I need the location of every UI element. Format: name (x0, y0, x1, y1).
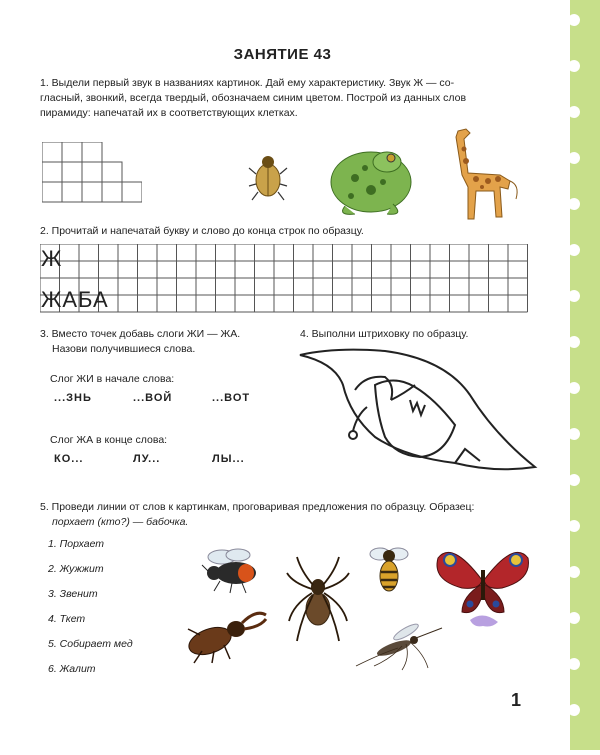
task4-text: 4. Выполни штриховку по образцу. (300, 328, 469, 340)
toad-icon (325, 138, 415, 218)
task1-text: 1. Выдели первый звук в названиях картинок. Дай ему характеристику. Звук Ж — со- гласный, звонкий, всегда твердый, обозначаем синим цветом. Построй из данных слов пирамиду: напечатай их в соответствующих клетках. (40, 77, 467, 119)
sample-letter: Ж (41, 246, 62, 271)
syllable-word: ЛЫ... (212, 453, 245, 465)
task3-label-end: Слог ЖА в конце слова: (50, 434, 168, 446)
puzzle-edge (570, 0, 600, 750)
syllable-word: ЛУ... (133, 453, 161, 465)
syllable-word: ...ВОЙ (133, 392, 173, 404)
sample-word: ЖАБА (41, 287, 109, 312)
task3-label-start: Слог ЖИ в начале слова: (50, 373, 175, 385)
task5-text: 5. Проведи линии от слов к картинкам, проговаривая предложения по образцу. Образец: порхает (кто?) — бабочка. (40, 501, 475, 528)
copy-writing-grid (40, 244, 530, 314)
bumblebee-icon (200, 545, 270, 595)
verb-list-item: 3. Звенит (48, 588, 98, 600)
verb-list-item: 5. Собирает мед (48, 638, 133, 650)
hatching-figure (295, 345, 540, 480)
beetle-icon (248, 152, 288, 202)
verb-list-item: 2. Жужжит (48, 563, 104, 575)
syllable-word: КО... (54, 453, 84, 465)
mosquito-icon (352, 622, 452, 672)
task2-text: 2. Прочитай и напечатай букву и слово до конца строк по образцу. (40, 225, 364, 237)
verb-list-item: 6. Жалит (48, 663, 96, 675)
syllable-word: ...ЗНЬ (54, 392, 92, 404)
giraffe-icon (440, 125, 525, 225)
green-margin-strip (570, 0, 600, 750)
bee-icon (364, 540, 414, 600)
butterfly-icon (432, 540, 532, 630)
page-number: 1 (511, 690, 522, 710)
verb-list-item: 4. Ткет (48, 613, 86, 625)
task3-text: 3. Вместо точек добавь слоги ЖИ — ЖА. Назови получившиеся слова. (40, 328, 241, 355)
page-title: ЗАНЯТИЕ 43 (233, 46, 332, 63)
spider-icon (283, 555, 353, 645)
verb-list-item: 1. Порхает (48, 538, 105, 550)
pyramid-grid (42, 142, 142, 222)
stag-beetle-icon (180, 605, 270, 665)
syllable-word: ...ВОТ (212, 392, 251, 404)
